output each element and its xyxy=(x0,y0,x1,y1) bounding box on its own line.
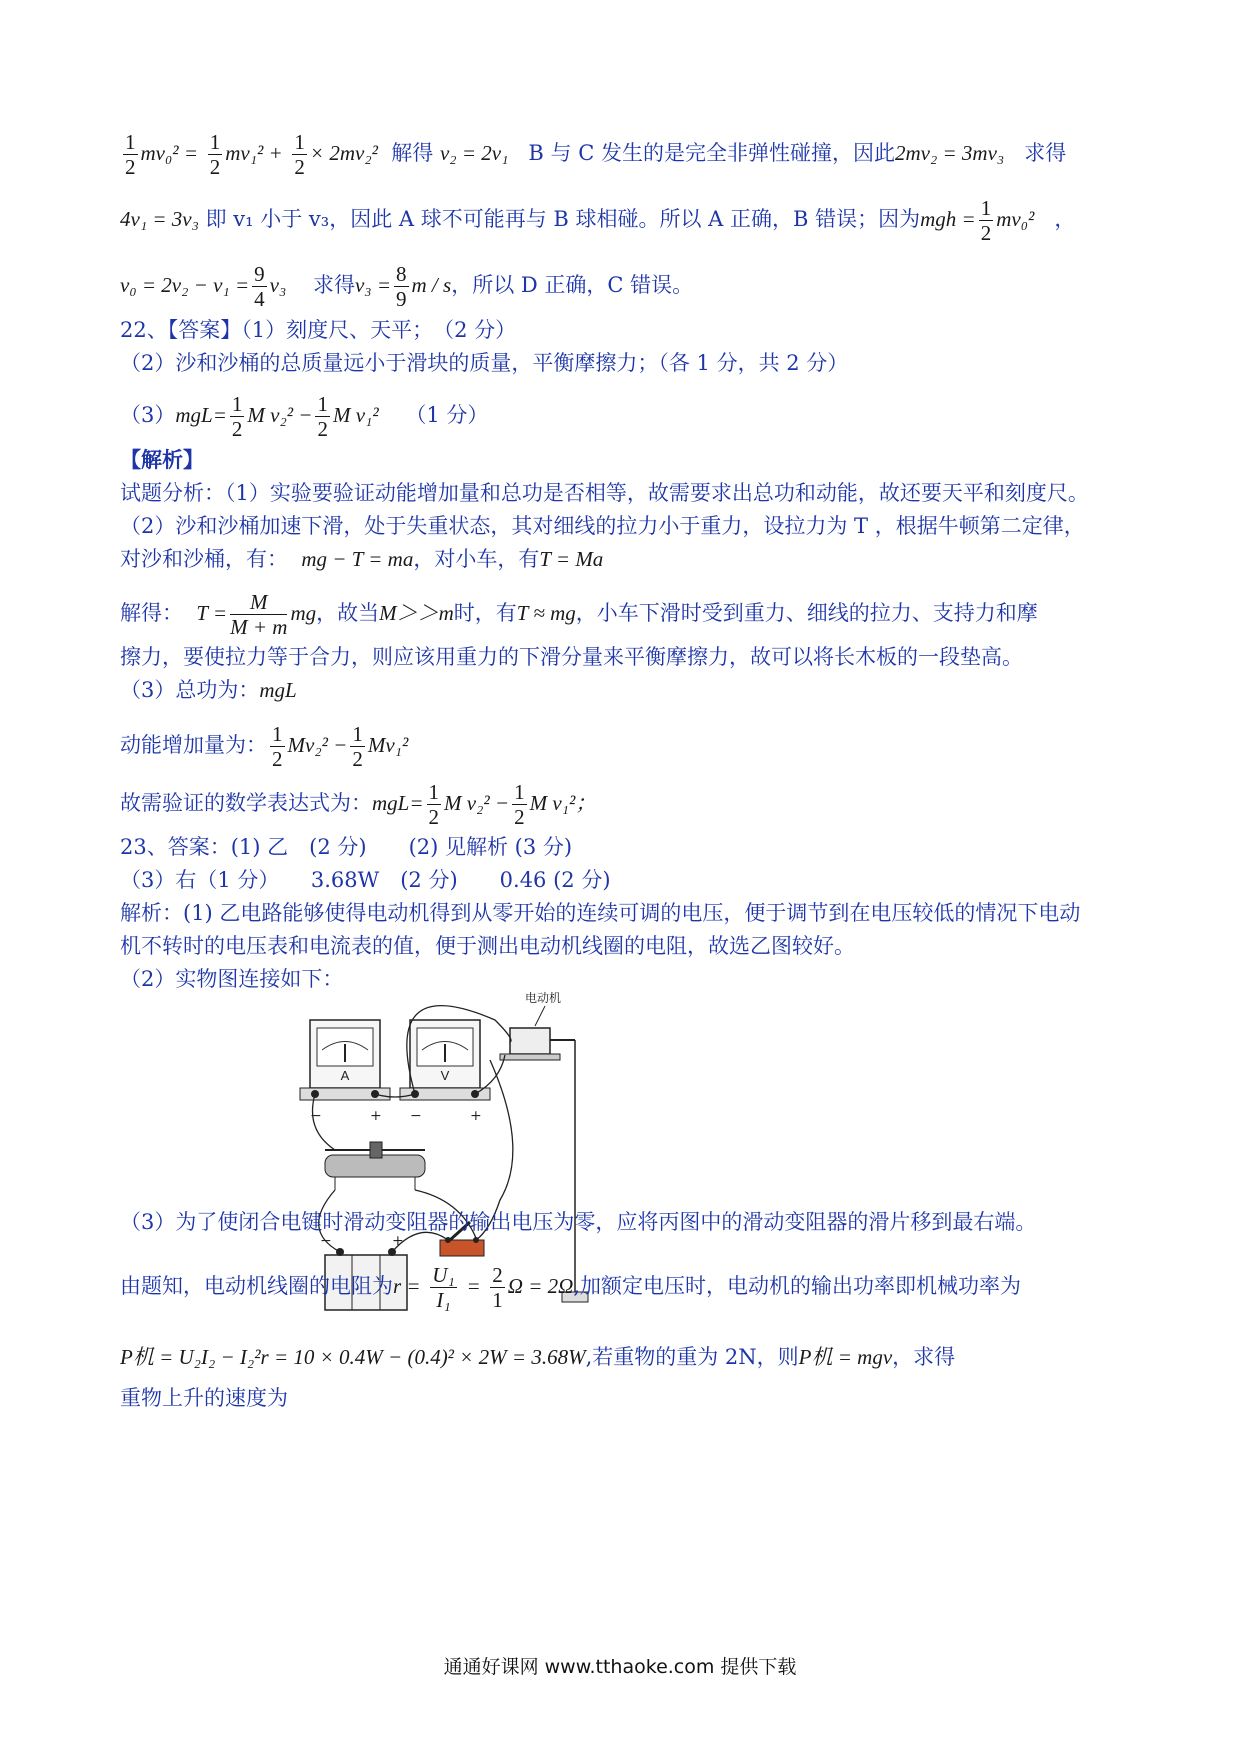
battery-minus: − xyxy=(320,1233,332,1249)
formula: M v₁²； xyxy=(529,791,597,815)
formula: v₂ = 2v₁ xyxy=(439,141,509,165)
formula: T ≈ mg xyxy=(516,601,576,625)
fraction: $\frac{1}{2}$ xyxy=(317,392,328,441)
fraction: $\frac{1}{2}$ xyxy=(514,780,525,829)
text: （3）总功为： xyxy=(120,678,260,702)
ammeter-label: A xyxy=(340,1068,350,1083)
fraction: $\frac{2}{1}$ xyxy=(492,1263,503,1312)
text: 解得 xyxy=(391,141,434,165)
analysis-heading: 【解析】 xyxy=(120,447,204,472)
voltmeter-plus: + xyxy=(470,1108,482,1124)
formula: mv₀² xyxy=(996,207,1035,231)
formula: Mv₂² − xyxy=(287,733,348,757)
text: ，所以 D 正确，C 错误。 xyxy=(451,273,694,297)
formula: 4v₁ = 3v₃ xyxy=(120,207,199,231)
q23-analysis-3: （2）实物图连接如下： xyxy=(120,967,344,991)
text: 求得 xyxy=(1024,141,1067,165)
q22-answer: 22、【答案】（1）刻度尺、天平； （2 分） xyxy=(120,318,517,342)
formula: × 2mv₂² xyxy=(309,141,378,165)
formula: mgL= xyxy=(175,403,227,427)
formula: mv₁² + xyxy=(225,141,283,165)
formula: = xyxy=(466,1274,481,1298)
formula: Ω = 2Ω xyxy=(507,1274,574,1298)
text: ，对小车，有 xyxy=(413,547,540,571)
motor xyxy=(500,990,575,1060)
fraction: $\frac{M}{M + m}$ xyxy=(230,590,288,639)
formula: mgh = xyxy=(920,207,976,231)
q23-analysis-7: 重物上升的速度为 xyxy=(120,1386,288,1410)
fraction: $\frac{\text{U₁}}{\text{I₁}}$ xyxy=(432,1263,455,1312)
text: ，小车下滑时受到重力、细线的拉力、支持力和摩 xyxy=(575,601,1038,625)
formula: M＞＞m xyxy=(379,601,454,625)
text: 求得 xyxy=(312,273,355,297)
fraction: $\frac{1}{2}$ xyxy=(294,130,305,179)
formula: v₀ = 2v₂ − v₁ = xyxy=(120,273,250,297)
ammeter xyxy=(300,1020,390,1100)
eq-line-3 xyxy=(120,262,693,311)
q23-answer-3: （3）右（1 分） 3.68W (2 分) 0.46 (2 分) xyxy=(120,868,611,892)
formula: mgL= xyxy=(372,791,424,815)
q23-analysis-1: 解析：(1) 乙电路能够使得电动机得到从零开始的连续可调的电压，便于调节到在电压较低的情况下电动 xyxy=(120,901,1081,925)
text: 解得： xyxy=(120,601,183,625)
q23-analysis-4: （3）为了使闭合电键时滑动变阻器的输出电压为零，应将丙图中的滑动变阻器的滑片移到最右端。 xyxy=(120,1210,1037,1234)
formula: mg xyxy=(290,601,317,625)
fraction: $\frac{8}{9}$ xyxy=(396,262,407,311)
fraction: $\frac{9}{4}$ xyxy=(254,262,265,311)
formula: P机 = mgv xyxy=(798,1345,893,1369)
voltmeter-label: V xyxy=(440,1068,450,1083)
fraction: $\frac{1}{2}$ xyxy=(125,130,136,179)
text: 由题知，电动机线圈的电阻为 xyxy=(120,1274,393,1298)
analysis-line-4 xyxy=(120,590,1038,639)
fraction: $\frac{1}{2}$ xyxy=(209,130,221,179)
text: ，故当 xyxy=(316,601,380,625)
q23-analysis-2: 机不转时的电压表和电流表的值，便于测出电动机线圈的电阻，故选乙图较好。 xyxy=(120,934,855,958)
formula: m / s xyxy=(411,273,452,297)
q23-analysis-5 xyxy=(120,1263,1021,1312)
formula: M v₂² − xyxy=(247,403,313,427)
motor-label: 电动机 xyxy=(525,991,562,1005)
analysis-line-6 xyxy=(120,675,297,705)
fraction: $\frac{1}{2}$ xyxy=(352,722,363,771)
text: ,加额定电压时，电动机的输出功率即机械功率为 xyxy=(573,1274,1022,1298)
analysis-line-8 xyxy=(120,780,596,829)
formula: Mv₁² xyxy=(367,733,409,757)
analysis-line-7 xyxy=(120,722,408,771)
fraction: $\frac{1}{2}$ xyxy=(980,196,992,245)
analysis-line-5: 擦力，要使拉力等于合力，则应该用重力的下滑分量来平衡摩擦力，故可以将长木板的一段垫高。 xyxy=(120,645,1023,669)
text: （3） xyxy=(120,403,176,427)
text: 即 v₁ 小于 v₃，因此 A 球不可能再与 B 球相碰。所以 A 正确，B 错误；因为 xyxy=(205,207,921,231)
eq-line-2 xyxy=(120,196,1075,245)
q22-answer-2: （2）沙和沙桶的总质量远小于滑块的质量，平衡摩擦力；（各 1 分，共 2 分） xyxy=(120,351,849,375)
formula: M v₂² − xyxy=(444,791,510,815)
formula: mgL xyxy=(259,678,297,702)
voltmeter-minus: − xyxy=(410,1108,422,1124)
text: 对沙和沙桶，有： xyxy=(120,547,288,571)
battery-plus: + xyxy=(392,1233,404,1249)
analysis-line-3 xyxy=(120,544,603,574)
text: 故需验证的数学表达式为： xyxy=(120,791,372,815)
formula: T = xyxy=(196,601,228,625)
text: 动能增加量为： xyxy=(120,733,267,757)
q23-analysis-6 xyxy=(120,1342,955,1372)
fraction: $\frac{1}{2}$ xyxy=(272,722,283,771)
footer: 通通好课网 www.tthaoke.com 提供下载 xyxy=(443,1656,797,1678)
formula: 2mv₂ = 3mv₃ xyxy=(894,141,1005,165)
text: ,若重物的重为 2N，则 xyxy=(585,1345,799,1369)
formula: v₃ = xyxy=(354,273,392,297)
fraction: $\frac{1}{2}$ xyxy=(231,392,243,441)
text: B 与 C 发生的是完全非弹性碰撞，因此 xyxy=(528,141,895,165)
fraction: $\frac{1}{2}$ xyxy=(428,780,440,829)
ammeter-minus: − xyxy=(310,1108,322,1124)
formula: T = Ma xyxy=(539,547,604,571)
q23-answer: 23、答案：(1) 乙 (2 分) (2) 见解析 (3 分) xyxy=(120,835,573,859)
formula: M v₁² xyxy=(332,403,379,427)
eq-line-1 xyxy=(120,130,1066,179)
ammeter-plus: + xyxy=(370,1108,382,1124)
analysis-line-1: 试题分析：（1）实验要验证动能增加量和总功是否相等，故需要求出总功和动能，故还要天平和刻度尺。 xyxy=(120,481,1089,505)
rheostat xyxy=(325,1142,425,1190)
text: （1 分） xyxy=(405,403,489,427)
formula: P机 = U₂I₂ − I₂²r = 10 × 0.4W − (0.4)² × 2W = 3.68W xyxy=(120,1345,586,1369)
text: ， xyxy=(1054,207,1076,231)
formula: v₃ xyxy=(269,273,287,297)
text: ，求得 xyxy=(892,1345,956,1369)
text: 时，有 xyxy=(453,601,517,625)
q22-answer-3 xyxy=(120,392,488,441)
formula: mg − T = ma xyxy=(301,547,414,571)
formula: r = xyxy=(393,1274,421,1298)
analysis-line-2: （2）沙和沙桶加速下滑，处于失重状态，其对细线的拉力小于重力，设拉力为 T ，根据牛顿第二定律， xyxy=(120,514,1085,538)
formula: mv₀² = xyxy=(140,141,199,165)
